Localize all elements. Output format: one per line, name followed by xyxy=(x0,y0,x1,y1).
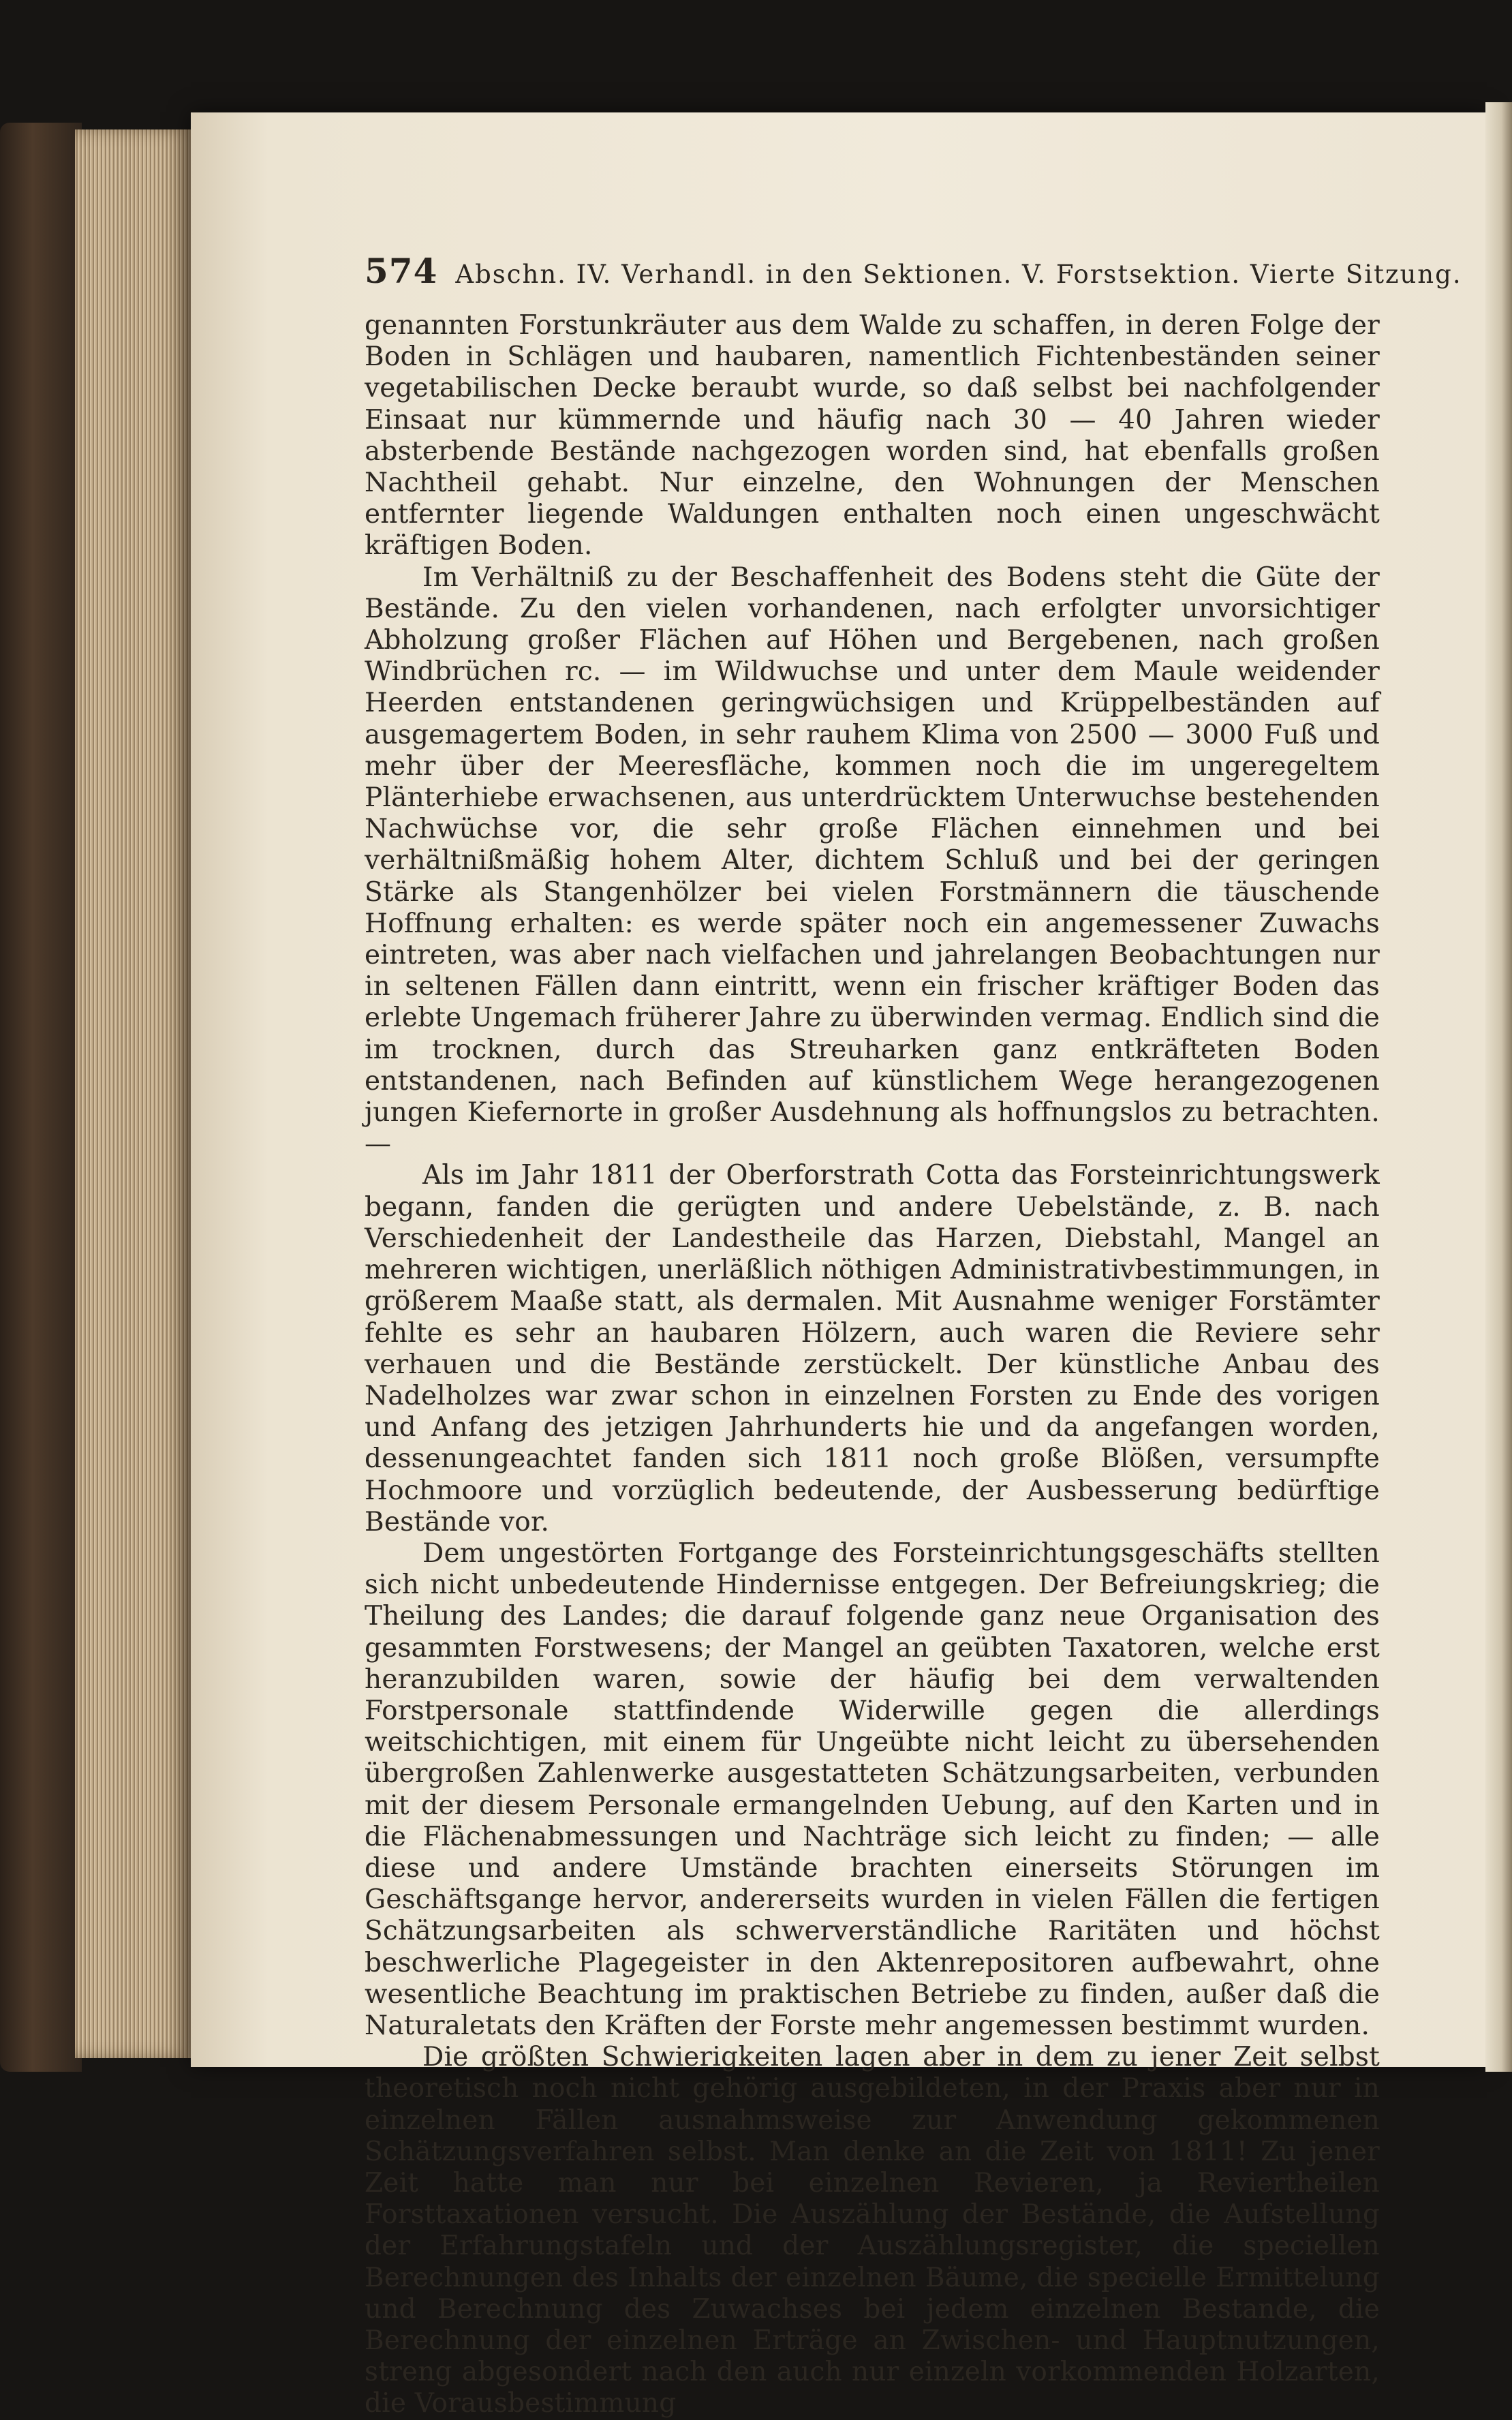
page-header xyxy=(365,251,1462,292)
running-head: Abschn. IV. Verhandl. in den Sektionen. V. Forstsektion. Vierte Sitzung. xyxy=(455,260,1462,289)
facing-page-edge xyxy=(1485,102,1512,2072)
page-edges xyxy=(75,129,194,2058)
paragraph: Dem ungestörten Fortgange des Forsteinrichtungsgeschäfts stellten sich nicht unbedeutende Hindernisse entgegen. Der Befreiungskrieg; die Theilung des Landes; die darauf folgende ganz neue Organisation des gesammten Forstwesens; der Mangel an geübten Taxatoren, welche erst heranzubilden waren, sowie der häufig bei dem verwaltenden Forstpersonale stattfindende Widerwille gegen die allerdings weitschichtigen, mit einem für Ungeübte nicht leicht zu übersehenden übergroßen Zahlenwerke ausgestatteten Schätzungsarbeiten, verbunden mit der diesem Personale ermangelnden Uebung, auf den Karten und in die Flächenabmessungen und Nachträge sich leicht zu finden; — alle diese und andere Umstände brachten einerseits Störungen im Geschäftsgange hervor, andererseits wurden in vielen Fällen die fertigen Schätzungsarbeiten als schwerverständliche Raritäten und höchst beschwerliche Plagegeister in den Aktenrepositoren aufbewahrt, ohne wesentliche Beachtung im praktischen Betriebe zu finden, außer daß die Naturaletats den Kräften der Forste mehr angemessen bestimmt wurden. xyxy=(365,1537,1380,2041)
paragraph: Im Verhältniß zu der Beschaffenheit des Bodens steht die Güte der Bestände. Zu den vielen vorhandenen, nach erfolgter unvorsichtiger Abholzung großer Flächen auf Höhen und Bergebenen, nach großen Windbrüchen rc. — im Wildwuchse und unter dem Maule weidender Heerden entstandenen geringwüchsigen und Krüppelbeständen auf ausgemagertem Boden, in sehr rauhem Klima von 2500 — 3000 Fuß und mehr über der Meeresfläche, kommen noch die im ungeregeltem Plänterhiebe erwachsenen, aus unterdrücktem Unterwuchse bestehenden Nachwüchse vor, die sehr große Flächen einnehmen und bei verhältnißmäßig hohem Alter, dichtem Schluß und bei der geringen Stärke als Stangenhölzer bei vielen Forstmännern die täuschende Hoffnung erhalten: es werde später noch ein angemessener Zuwachs eintreten, was aber nach vielfachen und jahrelangen Beobachtungen nur in seltenen Fällen dann eintritt, wenn ein frischer kräftiger Boden das erlebte Ungemach früherer Jahre zu überwinden vermag. Endlich sind die im trocknen, durch das Streuharken ganz entkräfteten Boden entstandenen, nach Befinden auf künstlichem Wege herangezogenen jungen Kiefernorte in großer Ausdehnung als hoffnungslos zu betrachten. — xyxy=(365,562,1380,1160)
paragraph: genannten Forstunkräuter aus dem Walde zu schaffen, in deren Folge der Boden in Schlägen und haubaren, namentlich Fichtenbeständen seiner vegetabilischen Decke beraubt wurde, so daß selbst bei nachfolgender Einsaat nur kümmernde und häufig nach 30 — 40 Jahren wieder absterbende Bestände nachgezogen worden sind, hat ebenfalls großen Nachtheil gehabt. Nur einzelne, den Wohnungen der Menschen entfernter liegende Waldungen enthalten noch einen ungeschwächt kräftigen Boden. xyxy=(365,310,1380,562)
paragraph: Die größten Schwierigkeiten lagen aber in dem zu jener Zeit selbst theoretisch noch nicht gehörig ausgebildeten, in der Praxis aber nur in einzelnen Fällen ausnahmsweise zur Anwendung gekommenen Schätzungsverfahren selbst. Man denke an die Zeit von 1811! Zu jener Zeit hatte man nur bei einzelnen Revieren, ja Reviertheilen Forsttaxationen versucht. Die Auszählung der Bestände, die Aufstellung der Erfahrungstafeln und der Auszählungsregister, die speciellen Berechnungen des Inhalts der einzelnen Bäume, die specielle Ermittelung und Berechnung des Zuwachses bei jedem einzelnen Bestande, die Berechnung der einzelnen Erträge an Zwischen- und Hauptnutzungen, streng abgesondert nach den auch nur einzeln vorkommenden Holzarten, die Vorausbestimmung xyxy=(365,2042,1380,2419)
page-number: 574 xyxy=(365,251,438,291)
book-spine xyxy=(0,123,82,2072)
body-text xyxy=(365,310,1380,2420)
paragraph: Als im Jahr 1811 der Oberforstrath Cotta das Forsteinrichtungswerk begann, fanden die gerügten und andere Uebelstände, z. B. nach Verschiedenheit der Landestheile das Harzen, Diebstahl, Mangel an mehreren wichtigen, unerläßlich nöthigen Administrativbestimmungen, in größerem Maaße statt, als dermalen. Mit Ausnahme weniger Forstämter fehlte es sehr an haubaren Hölzern, auch waren die Reviere sehr verhauen und die Bestände zerstückelt. Der künstliche Anbau des Nadelholzes war zwar schon in einzelnen Forsten zu Ende des vorigen und Anfang des jetzigen Jahrhunderts hie und da angefangen worden, dessenungeachtet fanden sich 1811 noch große Blößen, versumpfte Hochmoore und vorzüglich bedeutende, der Ausbesserung bedürftige Bestände vor. xyxy=(365,1160,1380,1537)
